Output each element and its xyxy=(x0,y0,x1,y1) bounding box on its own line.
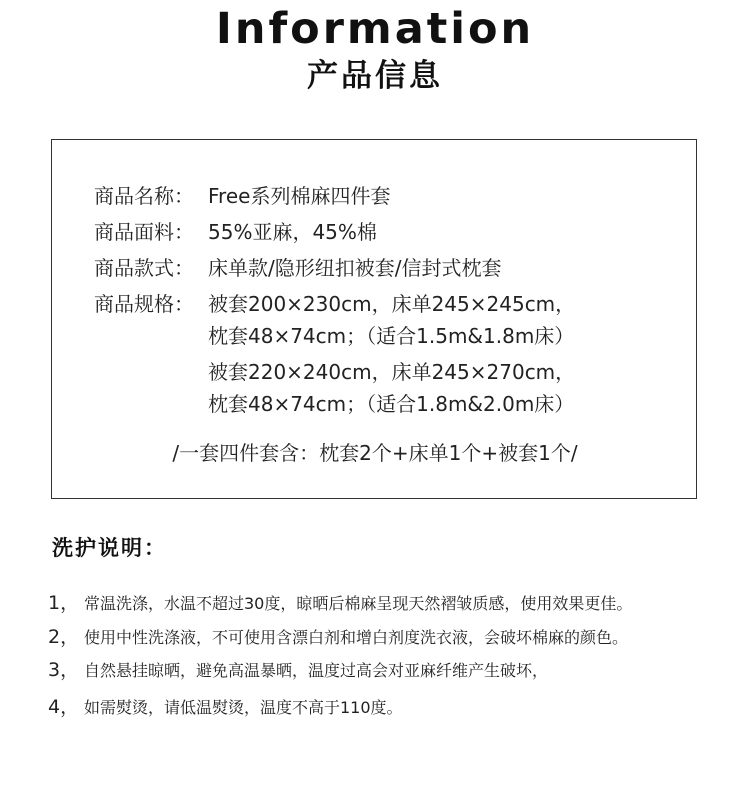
care-item-number: 1， xyxy=(48,592,80,614)
product-style-row xyxy=(94,255,501,281)
product-info-box xyxy=(51,139,697,499)
product-name-row xyxy=(94,183,390,209)
product-spec-line: 枕套48×74cm；（适合1.8m&2.0m床） xyxy=(208,392,575,416)
care-instruction-item xyxy=(48,696,403,719)
product-style-value: 床单款/隐形纽扣被套/信封式枕套 xyxy=(208,256,502,280)
care-item-text: 常温洗涤，水温不超过30度，晾晒后棉麻呈现天然褶皱质感，使用效果更佳。 xyxy=(84,594,633,613)
page-title-english: Information xyxy=(215,4,535,54)
product-spec-row xyxy=(94,291,575,317)
care-instruction-item xyxy=(48,626,628,649)
product-fabric-row xyxy=(94,219,377,245)
care-item-number: 2， xyxy=(48,626,80,648)
care-section-title: 洗护说明： xyxy=(52,536,167,560)
product-style-label: 商品款式： xyxy=(94,256,194,280)
page-title-chinese: 产品信息 xyxy=(307,58,443,94)
product-spec-label: 商品规格： xyxy=(94,292,194,316)
care-item-number: 3， xyxy=(48,659,80,681)
care-item-text: 如需熨烫，请低温熨烫，温度不高于110度。 xyxy=(84,698,403,717)
care-instruction-item xyxy=(48,659,548,682)
care-item-number: 4， xyxy=(48,696,80,718)
care-instruction-item xyxy=(48,592,632,615)
set-contents-line: /一套四件套含：枕套2个+床单1个+被套1个/ xyxy=(172,441,578,465)
product-spec-line: 被套200×230cm，床单245×245cm， xyxy=(208,292,576,316)
product-name-label: 商品名称： xyxy=(94,184,194,208)
product-fabric-label: 商品面料： xyxy=(94,220,194,244)
product-name-value: Free系列棉麻四件套 xyxy=(208,184,391,208)
care-item-text: 使用中性洗涤液，不可使用含漂白剂和增白剂度洗衣液，会破坏棉麻的颜色。 xyxy=(84,628,629,647)
product-fabric-value: 55%亚麻，45%棉 xyxy=(208,220,377,244)
care-item-text: 自然悬挂晾晒，避免高温暴晒，温度过高会对亚麻纤维产生破坏， xyxy=(84,661,549,680)
product-spec-line: 被套220×240cm，床单245×270cm， xyxy=(208,360,576,384)
product-spec-line: 枕套48×74cm；（适合1.5m&1.8m床） xyxy=(208,324,575,348)
